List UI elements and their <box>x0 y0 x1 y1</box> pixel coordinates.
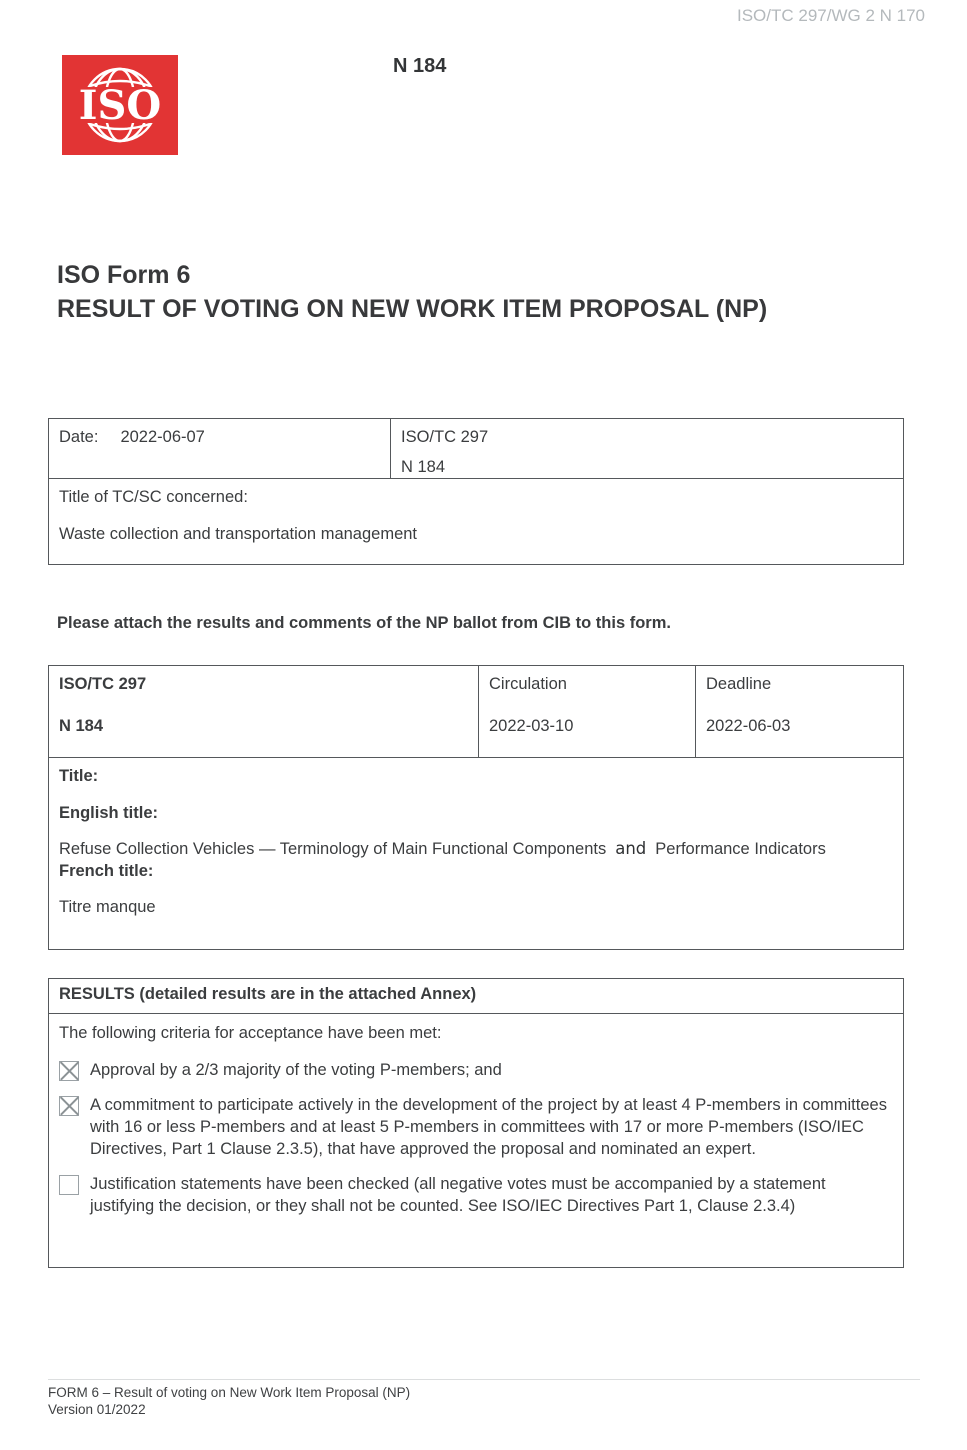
criterion-row <box>59 1173 893 1217</box>
english-title-and: and <box>615 839 647 858</box>
criterion-checkbox-icon[interactable] <box>59 1175 79 1195</box>
deadline-label: Deadline <box>706 675 772 693</box>
tc-title-label: Title of TC/SC concerned: <box>59 488 248 506</box>
form-name: ISO Form 6 <box>57 261 191 289</box>
circulation-cell <box>479 666 696 757</box>
english-title-label: English title: <box>59 804 158 822</box>
doc-number-top: N 184 <box>393 55 447 77</box>
results-body <box>49 1014 903 1217</box>
results-intro: The following criteria for acceptance have been met: <box>59 1024 442 1042</box>
results-header: RESULTS (detailed results are in the attached Annex) <box>49 979 903 1014</box>
info-table <box>48 418 904 565</box>
english-title-part2: Performance Indicators <box>655 840 826 858</box>
english-title <box>59 838 893 860</box>
footer-version: Version 01/2022 <box>48 1402 146 1417</box>
deadline-cell <box>696 666 903 757</box>
iso-logo-text: ISO <box>78 82 162 129</box>
date-cell <box>49 419 391 478</box>
ballot-title-row <box>49 758 903 948</box>
attach-note: Please attach the results and comments of the NP ballot from CIB to this form. <box>57 614 671 632</box>
criterion-row <box>59 1059 893 1081</box>
criterion-text: Justification statements have been checked (all negative votes must be accompanied by a statement justifying the decision, or they shall not be counted. See ISO/IEC Directives Part 1, Clause 2.3.4) <box>90 1175 826 1215</box>
criterion-text: A commitment to participate actively in the development of the project by at least 4 P-members in committees with 16 or less P-members and at least 5 P-members in committees with 17 or more P-members (ISO/IEC Directives, Part 1 Clause 2.3.5), that have approved the proposal and nominated an expert. <box>90 1096 887 1158</box>
ballot-committee-cell <box>49 666 479 757</box>
ballot-table <box>48 665 904 950</box>
tc-title-value: Waste collection and transportation management <box>59 525 418 543</box>
committee-ref: ISO/TC 297 <box>401 428 489 446</box>
french-title-value: Titre manque <box>59 898 156 916</box>
circulation-date: 2022-03-10 <box>489 717 574 735</box>
ballot-committee-ref: ISO/TC 297 <box>59 675 147 693</box>
tc-title-cell <box>49 479 903 564</box>
circulation-label: Circulation <box>489 675 567 693</box>
criterion-text: Approval by a 2/3 majority of the voting P-members; and <box>90 1061 502 1079</box>
criterion-row <box>59 1094 893 1160</box>
footer-form-name: FORM 6 – Result of voting on New Work Item Proposal (NP) <box>48 1385 411 1400</box>
page-title <box>57 258 767 326</box>
english-title-part1: Refuse Collection Vehicles — Terminology of Main Functional Components <box>59 840 607 858</box>
french-title-label: French title: <box>59 862 154 880</box>
doc-number: N 184 <box>401 458 446 476</box>
iso-logo <box>62 55 178 155</box>
page-footer <box>48 1384 410 1418</box>
ballot-doc-number: N 184 <box>59 717 104 735</box>
ballot-title-cell <box>49 758 903 925</box>
title-label: Title: <box>59 767 99 785</box>
deadline-date: 2022-06-03 <box>706 717 791 735</box>
info-table-row-1 <box>49 419 903 479</box>
criterion-checkbox-icon[interactable] <box>59 1061 79 1081</box>
info-table-row-2 <box>49 479 903 564</box>
date-label: Date: <box>59 428 99 446</box>
criterion-checkbox-icon[interactable] <box>59 1096 79 1116</box>
committee-cell <box>391 419 903 478</box>
form-subject: RESULT OF VOTING ON NEW WORK ITEM PROPOSAL (NP) <box>57 295 768 323</box>
date-value: 2022-06-07 <box>120 428 205 446</box>
doc-reference: ISO/TC 297/WG 2 N 170 <box>736 6 925 25</box>
footer-divider <box>48 1379 920 1380</box>
results-table <box>48 978 904 1268</box>
ballot-table-header-row <box>49 666 903 758</box>
